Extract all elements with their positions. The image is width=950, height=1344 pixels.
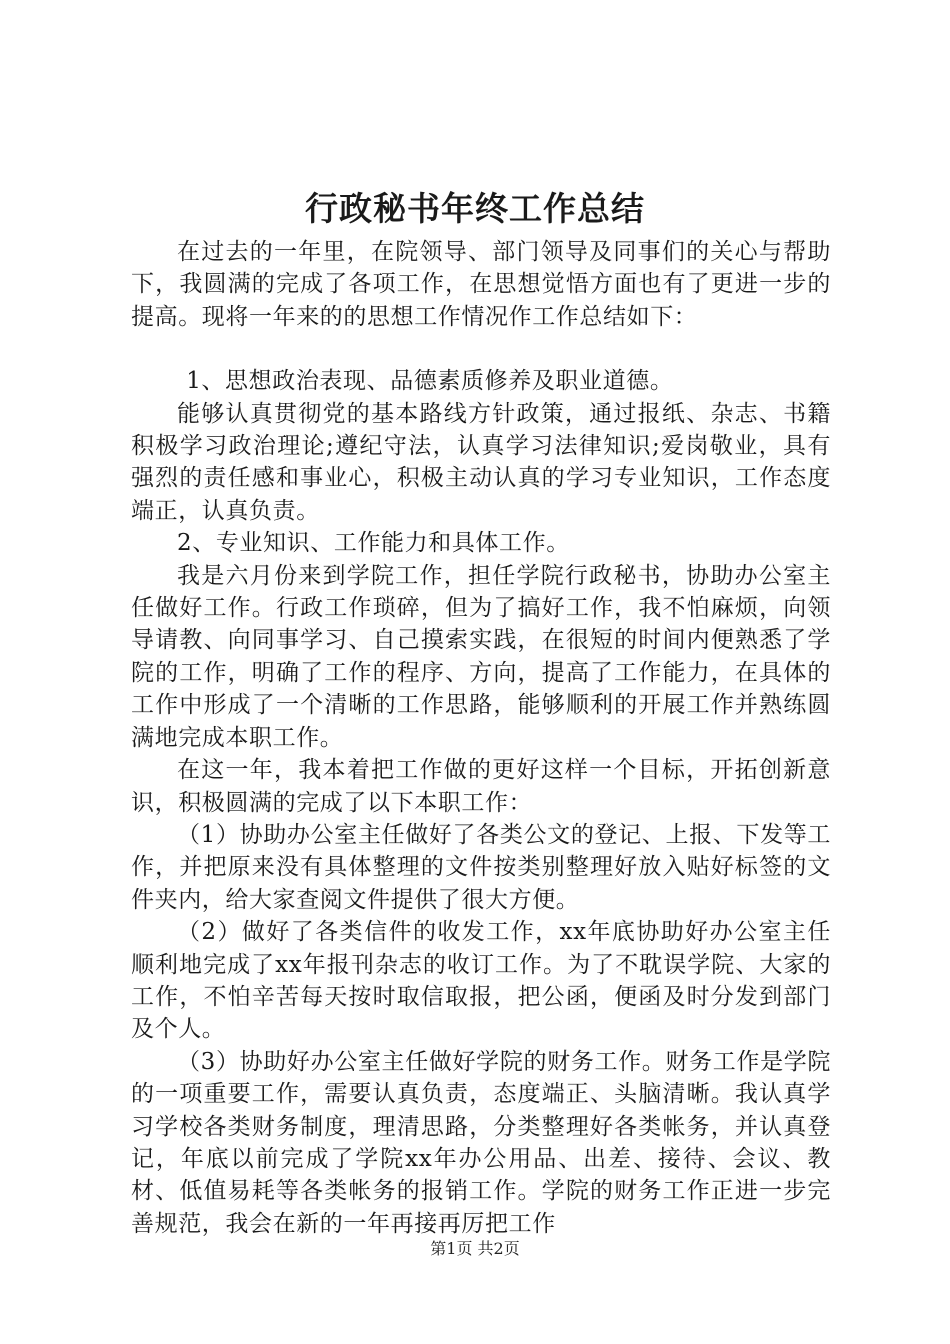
document-title: 行政秘书年终工作总结 [305,189,645,228]
body-paragraph: 能够认真贯彻党的基本路线方针政策，通过报纸、杂志、书籍积极学习政治理论;遵纪守法，认真学习法律知识;爱岗敬业，具有强烈的责任感和事业心，积极主动认真的学习专业知识，工作态度端正，认真负责。 [131,400,831,524]
section-heading-1: 1、思想政治表现、品德素质修养及职业道德。 [186,368,674,395]
list-item-3: （3）协助好办公室主任做好学院的财务工作。财务工作是学院的一项重要工作，需要认真负责，态度端正、头脑清晰。我认真学习学校各类财务制度，理清思路，分类整理好各类帐务，并认真登记，年底以前完成了学院xx年办公用品、出差、接待、会议、教材、低值易耗等各类帐务的报销工作。学院的财务工作正进一步完善规范，我会在新的一年再接再厉把工作 [131,1048,831,1237]
body-paragraph: 我是六月份来到学院工作，担任学院行政秘书，协助办公室主任做好工作。行政工作琐碎，但为了搞好工作，我不怕麻烦，向领导请教、向同事学习、自己摸索实践，在很短的时间内便熟悉了学院的工作，明确了工作的程序、方向，提高了工作能力，在具体的工作中形成了一个清晰的工作思路，能够顺利的开展工作并熟练圆满地完成本职工作。 [131,562,831,751]
page-footer: 第1页 共2页 [430,1239,520,1258]
list-item-2: （2）做好了各类信件的收发工作，xx年底协助好办公室主任顺利地完成了xx年报刊杂志的收订工作。为了不耽误学院、大家的工作，不怕辛苦每天按时取信取报，把公函，便函及时分发到部门及个人。 [131,919,831,1043]
document-body [131,236,831,1240]
body-paragraph: 在这一年，我本着把工作做的更好这样一个目标，开拓创新意识，积极圆满的完成了以下本职工作： [131,757,831,816]
section-heading-2: 2、专业知识、工作能力和具体工作。 [177,530,570,557]
list-item-1: （1）协助办公室主任做好了各类公文的登记、上报、下发等工作，并把原来没有具体整理的文件按类别整理好放入贴好标签的文件夹内，给大家查阅文件提供了很大方便。 [131,821,831,913]
intro-paragraph: 在过去的一年里，在院领导、部门领导及同事们的关心与帮助下，我圆满的完成了各项工作，在思想觉悟方面也有了更进一步的提高。现将一年来的的思想工作情况作工作总结如下： [131,239,831,330]
